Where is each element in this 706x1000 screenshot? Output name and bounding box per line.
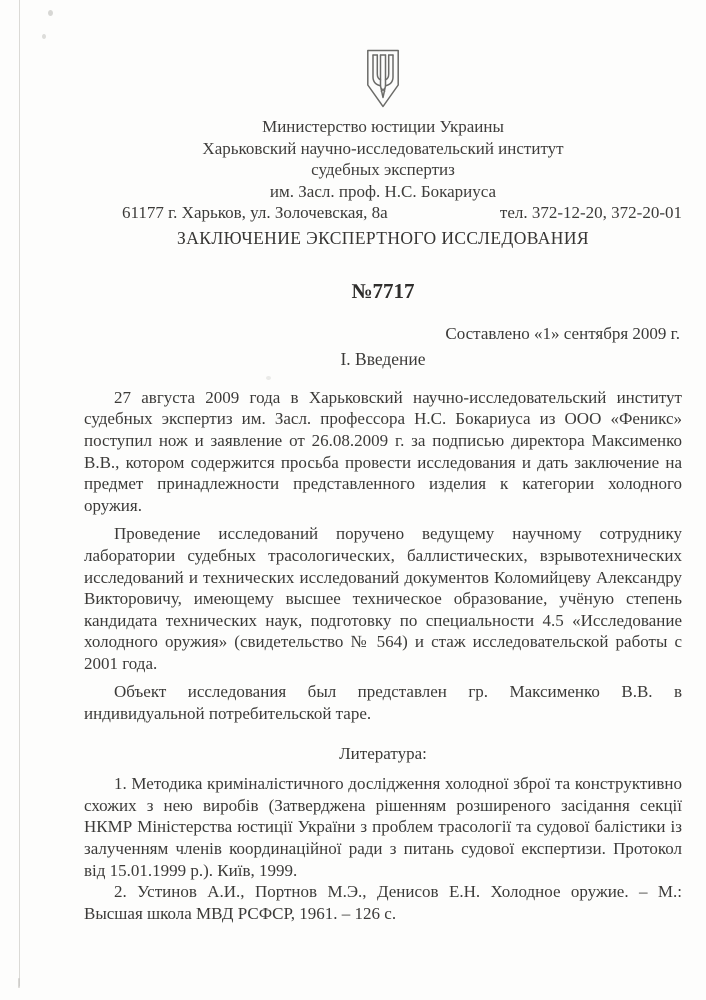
org-name-line-3: судебных экспертиз: [311, 160, 455, 180]
section-heading-introduction: I. Введение: [340, 349, 426, 370]
document-title: ЗАКЛЮЧЕНИЕ ЭКСПЕРТНОГО ИССЛЕДОВАНИЯ: [177, 227, 589, 248]
document-content: [84, 48, 682, 924]
paragraph: Объект исследования был представлен гр. Максименко В.В. в индивидуальной потребительской таре.: [84, 682, 682, 724]
address-row: [84, 202, 682, 224]
paragraph: Проведение исследований поручено ведущему научному сотруднику лаборатории судебных трасологических, баллистических, взрывотехнических исследований и технических исследований документов Коломийцеву Александру Викторовичу, имеющему высшее техническое образование, учёную степень кандидата технических наук, подготовку по специальности 4.5 «Исследование холодного оружия» (свидетельство № 564) и стаж исследовательской работы с 2001 года.: [84, 524, 682, 673]
paragraph: 27 августа 2009 года в Харьковский научно-исследовательский институт судебных экспертиз им. Засл. профессора Н.С. Бокариуса из ООО «Феникс» поступил нож и заявление от 26.08.2009 г. за подписью директора Максименко В.В., котором содержится просьба провести исследования и дать заключение на предмет принадлежности представленного изделия к категории холодного оружия.: [84, 387, 682, 515]
literature-item: 1. Методика криміналістичного дослідження холодної зброї та конструктивно схожих з нею виробів (Затверджена рішенням розширеного засідання секції НКМР Міністерства юстиції України з проблем трасології та судової балістики із залученням членів координаційної ради з питань судової експертизи. Протокол від 15.01.1999 р.). Київ, 1999.: [84, 774, 682, 880]
org-name-line-4: им. Засл. проф. Н.С. Бокариуса: [269, 181, 497, 201]
scan-speck: [42, 34, 46, 39]
org-address: 61177 г. Харьков, ул. Золочевская, 8а: [122, 203, 388, 223]
org-name-line-2: Харьковский научно-исследовательский институт: [202, 138, 564, 158]
scan-speck: [48, 10, 53, 16]
literature-heading: Литература:: [339, 743, 427, 763]
scan-page-edge-mark: [18, 978, 20, 988]
scan-page-edge-line: [19, 0, 20, 986]
ukraine-trident-emblem: [84, 48, 682, 110]
document-number: №7717: [351, 278, 415, 303]
org-name-line-1: Министерство юстиции Украины: [262, 117, 504, 136]
org-phone: тел. 372-12-20, 372-20-01: [499, 203, 682, 223]
literature-item: 2. Устинов А.И., Портнов М.Э., Денисов Е.Н. Холодное оружие. – М.: Высшая школа МВД РСФСР, 1961. – 126 с.: [84, 882, 682, 923]
trident-icon: [365, 48, 401, 110]
composed-date: Составлено «1» сентября 2009 г.: [445, 323, 680, 343]
